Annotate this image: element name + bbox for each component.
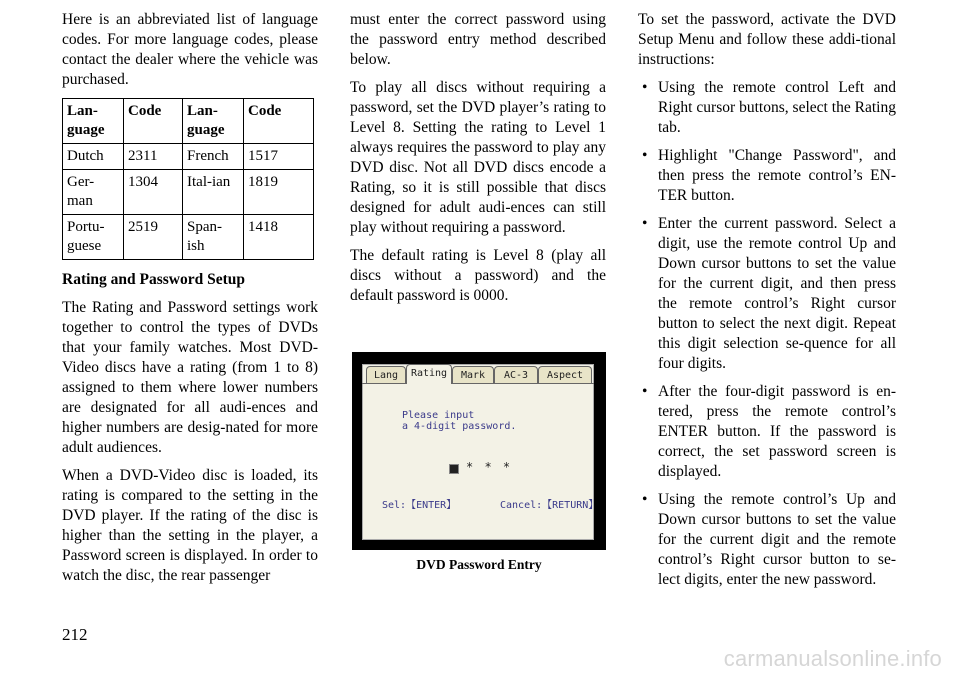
tab-divider xyxy=(362,383,594,384)
column-middle xyxy=(350,10,606,314)
list-item xyxy=(638,78,896,138)
tab-rating: Rating xyxy=(406,364,452,384)
tab-mark: Mark xyxy=(452,366,494,384)
bullet-icon: • xyxy=(642,147,648,164)
list-item-text: Using the remote control’s Up and Down cursor buttons to set the value for the current digit and the remote control’s Right cursor button to se-lect digits, enter the new password. xyxy=(658,491,896,588)
select-hint: Sel:【ENTER】 xyxy=(382,500,457,511)
table-cell: Ital-ian xyxy=(183,170,244,215)
table-cell: 2519 xyxy=(124,215,183,260)
header-language-1: Lan-guage xyxy=(63,99,124,144)
list-item xyxy=(638,146,896,206)
list-item-text: After the four-digit password is en-tered, press the remote control’s ENTER button. If the password is correct, the set password screen is displayed. xyxy=(658,383,896,480)
figure-caption: DVD Password Entry xyxy=(416,557,542,572)
dvd-screen xyxy=(362,364,594,540)
bullet-icon: • xyxy=(642,79,648,96)
table-cell: French xyxy=(183,144,244,170)
table-row xyxy=(63,215,314,260)
instruction-list xyxy=(638,78,896,590)
section-heading: Rating and Password Setup xyxy=(62,271,246,288)
table-row xyxy=(63,144,314,170)
body-paragraph: The Rating and Password settings work together to control the types of DVDs that your family watches. Most DVD-Video discs have a rating (from 1 to 8) assigned to them where lower numbers are designated for all audi-ences and higher numbers are desig-nated for more adult audiences. xyxy=(62,299,318,456)
table-header-row xyxy=(63,99,314,144)
password-display: * * * xyxy=(466,460,513,474)
bullet-icon: • xyxy=(642,383,648,400)
table-cell: Ger-man xyxy=(63,170,124,215)
watermark-text: carmanualsonline.info xyxy=(723,646,942,671)
table-cell: Span-ish xyxy=(183,215,244,260)
column-left xyxy=(62,10,318,594)
header-language-2: Lan-guage xyxy=(183,99,244,144)
table-cell: 2311 xyxy=(124,144,183,170)
header-code-1: Code xyxy=(124,99,183,144)
table-cell: 1304 xyxy=(124,170,183,215)
cancel-hint: Cancel:【RETURN】 xyxy=(500,500,599,511)
language-code-table xyxy=(62,98,314,260)
tab-ac3: AC-3 xyxy=(494,366,538,384)
prompt-line-2: a 4-digit password. xyxy=(402,421,517,432)
body-paragraph: must enter the correct password using the password entry method described below. xyxy=(350,11,606,68)
instructions-intro: To set the password, activate the DVD Setup Menu and follow these addi-tional instructions: xyxy=(638,11,896,68)
bullet-icon: • xyxy=(642,215,648,232)
table-row xyxy=(63,170,314,215)
bullet-icon: • xyxy=(642,491,648,508)
intro-paragraph: Here is an abbreviated list of language codes. For more language codes, please contact the dealer where the vehicle was purchased. xyxy=(62,11,318,88)
table-cell: Portu-guese xyxy=(63,215,124,260)
list-item-text: Using the remote control Left and Right cursor buttons, select the Rating tab. xyxy=(658,79,896,136)
table-cell: 1517 xyxy=(244,144,314,170)
list-item xyxy=(638,490,896,590)
list-item xyxy=(638,214,896,374)
list-item xyxy=(638,382,896,482)
tab-aspect: Aspect xyxy=(538,366,592,384)
column-right xyxy=(638,10,896,598)
dvd-password-screen-figure xyxy=(352,352,606,550)
prompt-line-1: Please input xyxy=(402,410,475,421)
table-cell: 1418 xyxy=(244,215,314,260)
page-number: 212 xyxy=(62,625,88,644)
body-paragraph: To play all discs without requiring a password, set the DVD player’s rating to Level 8. Setting the rating to Level 1 always requires the password to play any DVD disc. Not all DVD discs encode a Rating, so it is still possible that discs designed for adult audi-ences can still play without requiring a password. xyxy=(350,79,606,236)
list-item-text: Highlight "Change Password", and then press the remote control’s EN-TER button. xyxy=(658,147,896,204)
password-cursor-block xyxy=(449,464,459,474)
list-item-text: Enter the current password. Select a digit, use the remote control Up and Down cursor buttons to set the value for the current digit, and then press the remote control’s Right cursor button to select the next digit. Repeat this digit selection se-quence for all four digits. xyxy=(658,215,896,372)
header-code-2: Code xyxy=(244,99,314,144)
table-cell: 1819 xyxy=(244,170,314,215)
tab-lang: Lang xyxy=(366,366,406,384)
table-cell: Dutch xyxy=(63,144,124,170)
body-paragraph: When a DVD-Video disc is loaded, its rating is compared to the setting in the DVD player. If the rating of the disc is higher than the setting in the player, a Password screen is displayed. In order to watch the disc, the rear passenger xyxy=(62,467,318,584)
body-paragraph: The default rating is Level 8 (play all discs without a password) and the default password is 0000. xyxy=(350,247,606,304)
